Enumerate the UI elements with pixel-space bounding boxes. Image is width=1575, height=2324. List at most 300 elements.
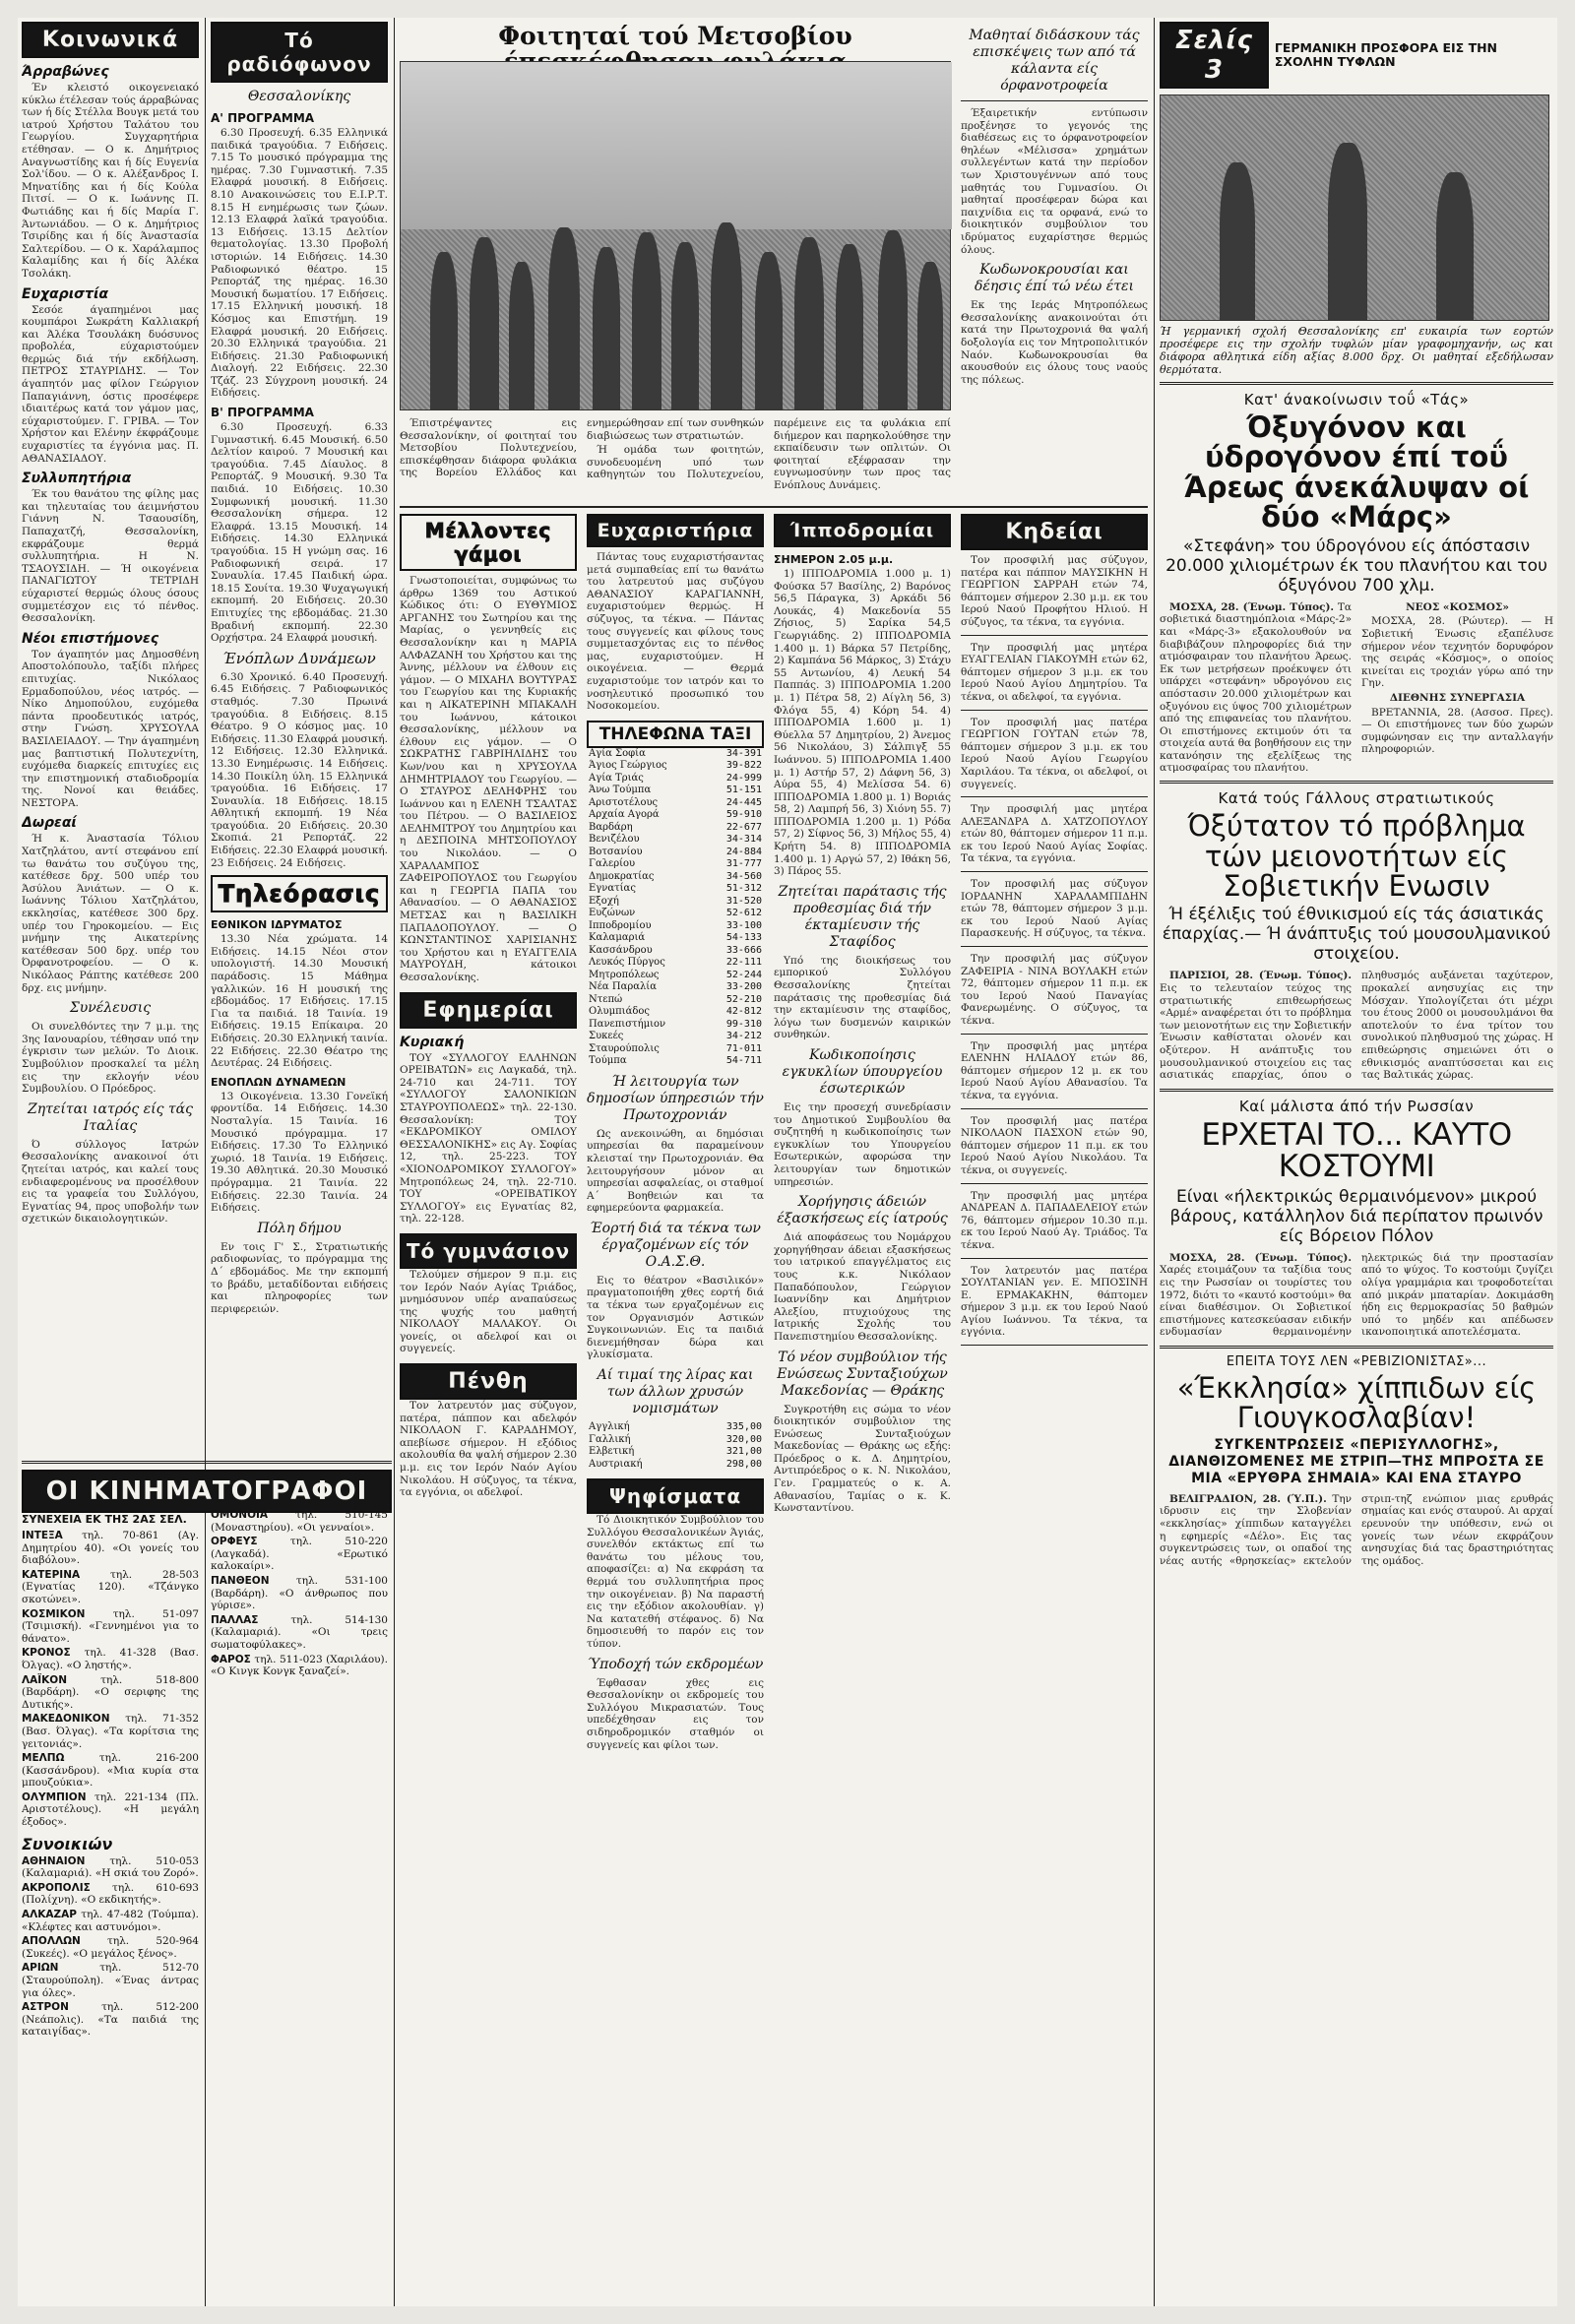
tv-polis-body: Εν τοις Γ' Σ., Στρατιωτικής ραδιοφωνίας, το πρόγραμμα της Δ΄ εβδομάδος. Με την εκπομπή το βράδυ, μεταδίδονται ειδήσεις και πληροφορίες των περιφερειών. bbox=[211, 1240, 388, 1315]
armed-forces-body: 6.30 Χρονικό. 6.40 Προσευχή. 6.45 Ειδήσεις. 7 Ραδιοφωνικός σταθμός. 7.30 Πρωινά τραγούδια. 8 Ειδήσεις. 8.15 Θέατρο. 9 Ο κόσμος μας. 10 Ειδήσεις. 11.30 Ελαφρά μουσική. 12 Ειδήσεις. 12.30 Ελληνικά. 13.30 Ενημέρωσις. 14 Ειδήσεις. 14.30 Ποικίλη ύλη. 15 Ελληνικά τραγούδια. 16 Ειδήσεις. 17 Συναυλία. 18 Ειδήσεις. 18.15 Αθλητική εκπομπή. 19 Νέα τραγούδια. 20 Ειδήσεις. 20.30 Σκοπιά. 21 Ρεπορτάζ. 22 Ειδήσεις. 22.30 Ελαφρά μουσική. 23 Ειδήσεις. 24 Ειδήσεις. bbox=[211, 670, 388, 869]
body-text: Έκ του θανάτου της φίλης μας και τηλευταίας του άειμνήστου Γιάννη Ν. Τσαουσίδη, Παπαχατζή, Θεσσαλονίκη, εκφράζουμε θερμά συλλυπητήρια. Η Ν. ΤΣΑΟΥΣΙΔΗ. — Ή οικογένεια ΠΑΝΑΓΙΩΤΟΥ ΤΕΤΡΙΔΗ εύχαριστεί θερμώς όλους όσους συμμετέσχον εις τό πένθος. Θεσσαλονίκη. bbox=[22, 488, 199, 625]
taxi-phone: 52-244 bbox=[725, 969, 762, 980]
divider bbox=[961, 710, 1148, 711]
taxi-row bbox=[587, 1006, 764, 1019]
cinema-entry-text: τηλ. 41-328 (Βασ. Όλγας). «Ο ληστής». bbox=[22, 1647, 199, 1671]
codification-headline: Κωδικοποίησις εγκυκλίων ύπουργείου έσωτερικών bbox=[782, 1047, 943, 1097]
suburb-cinema-entry bbox=[22, 1855, 199, 1880]
suburb-cinema-entry-name: ΑΘΗΝΑΙΟΝ bbox=[22, 1854, 86, 1867]
taxi-area: Ιπποδρομίου bbox=[589, 919, 652, 931]
person-figure bbox=[671, 242, 699, 409]
taxi-area: Αγία Τριάς bbox=[589, 772, 644, 784]
person-figure bbox=[1436, 172, 1474, 320]
person-figure bbox=[755, 252, 783, 409]
taxi-phone: 51-151 bbox=[725, 785, 762, 796]
body-text: Έν κλειστό οικογενειακό κύκλω έτέλεσαν τούς άρραβώνας των ή δίς Στέλλα Βουγκ μετά του ιατρού Χρήστου Ταλάτου του Γεωργίου. Συγχαρητήρια ετέθησαν. — Ο κ. Δημήτριος Αναγνωστίδης και ή δίς Ευγενία Σολ'ίδου. — Ο κ. Αλέξανδρος Ι. Μηνατίδης και ή δίς Κούλα Πιτσί. — Ο κ. Ιωάννης Π. Φωτιάδης και ή δίς Μαρία Γ. Άντωνιάδου. — Ο κ. Δημήτριος Τσιρίδης και ή δίς Άναστασία Σαλτερίδου. — Ο κ. Χαράλαμπος Καλαμίδης και ή δίς Άλέκα Τσολάκη. bbox=[22, 82, 199, 280]
divider bbox=[961, 635, 1148, 636]
coin-price: 320,00 bbox=[725, 1433, 762, 1445]
coin-price: 335,00 bbox=[725, 1421, 762, 1433]
section-header-resolutions: Ψηφίσματα bbox=[587, 1478, 764, 1514]
funeral-list bbox=[961, 554, 1148, 1346]
person-figure bbox=[1220, 162, 1255, 320]
cinema-entry bbox=[22, 1752, 199, 1790]
taxi-phone: 59-910 bbox=[725, 809, 762, 821]
subhead: Δωρεαί bbox=[22, 815, 77, 832]
tass-body-columns bbox=[1160, 601, 1553, 775]
person-figure bbox=[836, 244, 863, 409]
taxi-area: Ολυμπιάδος bbox=[589, 1006, 651, 1018]
funeral-notice: Τον προσφιλή μας σύζυγον ΙΟΡΔΑΝΗΝ ΧΑΡΑΛΑΜΠΙΔΗΝ ετών 78, θάπτομεν σήμερον 3 μ.μ. εκ του Ιερού Ναού Αγίας Παρασκευής. Η σύζυγος, τα τέκνα. bbox=[961, 878, 1148, 940]
taxi-row bbox=[587, 945, 764, 958]
suburb-cinema-entry-text: τηλ. 520-964 (Συκεές). «Ο μεγάλος ξένος». bbox=[22, 1935, 199, 1960]
cinema-entry bbox=[22, 1674, 199, 1712]
cinema-entry-name: ΠΑΛΛΑΣ bbox=[211, 1613, 259, 1626]
divider bbox=[961, 1108, 1148, 1109]
taxi-phone: 31-520 bbox=[725, 895, 762, 907]
top-headline: ΓΕΡΜΑΝΙΚΗ ΠΡΟΣΦΟΡΑ ΕΙΣ ΤΗΝ ΣΧΟΛΗΝ ΤΥΦΛΩΝ bbox=[1274, 40, 1498, 69]
bells-headline: Κωδωνοκρουσίαι και δέησις έπί τώ νέω έτει bbox=[974, 262, 1135, 295]
funeral-notice: Τον προσφιλή μας πατέρα ΓΕΩΡΓΙΟΝ ΓΟΥΤΑΝ ετών 78, θάπτομεν σήμερον 3 μ.μ. εκ του Ιερού Ναού Αγίου Γεωργίου Χαριλάου. Τα τέκνα, οι αδελφοί, οι συγγενείς. bbox=[961, 716, 1148, 790]
suburb-list bbox=[22, 1855, 199, 2039]
taxi-row bbox=[587, 920, 764, 933]
taxi-phone: 33-666 bbox=[725, 944, 762, 956]
taxi-area: Εγνατίας bbox=[589, 883, 636, 895]
person-figure bbox=[509, 262, 535, 409]
suburb-cinema-entry bbox=[22, 1962, 199, 1999]
cinema-entry-text: τηλ. 70-861 (Αγ. Δημητρίου 40). «Οι γονείς του διαβόλου». bbox=[22, 1530, 199, 1567]
taxi-row bbox=[587, 908, 764, 920]
cinema-entry bbox=[22, 1647, 199, 1671]
person-figure bbox=[632, 232, 662, 409]
cinema-entry-text: τηλ. 510-220 (Λαγκαδά). «Ερωτικό καλοκαίρι». bbox=[211, 1536, 388, 1573]
cinema-entry-text: τηλ. 71-352 (Βασ. Όλγας). «Τα κορίτσια της γειτονιάς». bbox=[22, 1713, 199, 1750]
subhead: Συλλυπητήρια bbox=[22, 471, 132, 487]
taxi-phone: 52-612 bbox=[725, 908, 762, 919]
resolutions-body: Τό Διοικητικόν Συμβούλιον του Συλλόγου Θεσσαλονικέων Άγιάς, συνελθόν εκτάκτως επί τω θανάτω του μέλους του, αποφασίζει: α) Να εκφράση τα θερμά του συλλυπητήρια προς την οικογένειαν. β) Να παραστή εις την εξόδιον ακολουθίαν. γ) Να κατατεθή στέφανος. δ) Να δημοσιευθή το παρόν εις τον τύπον. bbox=[587, 1514, 764, 1650]
pupils-body: Έξαιρετικήν εντύπωσιν προξένησε το γεγονός της διαθέσεως εις το όρφανοτροφείον θηλέων «Μέλισσα» χρημάτων συλλεγέντων κατά την περίοδον των Χριστουγέννων από τους μαθητάς του Γυμνασίου. Οι μαθηταί προσέφεραν δώρα και παιχνίδια εις τα ορφανά, ενώ το διοικητικόν συμβούλιον του ιδρύματος ευχαρίστησε θερμώς όλους. bbox=[961, 107, 1148, 256]
services-body: Ως ανεκοινώθη, αι δημόσιαι υπηρεσίαι θα παραμείνουν κλεισταί την Πρωτοχρονιάν. Θα λειτουργήσουν μόνον αι υπηρεσίαι ασφαλείας, οι σταθμοί Α΄ Βοηθειών και τα εφημερεύοντα φαρμακεία. bbox=[587, 1127, 764, 1215]
services-headline: Ή λειτουργία των δημοσίων ύπηρεσιών τήν Πρωτοχρονιάν bbox=[587, 1073, 764, 1123]
reception-body: Έφθασαν χθες εις Θεσσαλονίκην οι εκδρομείς του Συλλόγου Μικρασιατών. Τους υπεδέχθησαν εις τον σιδηροδρομικόν σταθμόν οι συγγενείς και φίλοι των. bbox=[587, 1676, 764, 1751]
suburb-cinema-entry bbox=[22, 1882, 199, 1907]
taxi-row bbox=[587, 748, 764, 761]
tv-polis-title: Πόλη δήμου bbox=[257, 1220, 342, 1236]
hippies-body: Την ιδρυσιν εις την Σλοβενίαν «εκκλησίας» χίππιδων καταγγέλει η εφημερίς «Δέλο». Εις τας συγκεντρώσεις των, οι οπαδοί της νέας αυτής «θρησκείας» εκτελούν στριπ-τηζ ενώπιον μιας ερυθράς σημαίας και ενός σταυρού. Αι αρχαί ερευνούν την υπόθεσιν, ενώ οι γονείς των νέων εκφράζουν ανησυχίας διά τας δραστηριότητας της ομάδος. bbox=[1160, 1492, 1553, 1567]
cinema-entry bbox=[22, 1713, 199, 1750]
funeral-notice: Τον προσφιλή μας πατέρα ΝΙΚΟΛΑΟΝ ΠΑΣΧΟΝ ετών 90, θάπτομεν σήμερον 11 π.μ. εκ του Ιερού Ναού Αγίου Νικολάου. Τα τέκνα, οι συγγενείς. bbox=[961, 1114, 1148, 1176]
licenses-body: Διά αποφάσεως του Νομάρχου χορηγήθησαν άδειαι εξασκήσεως του ιατρικού επαγγέλματος εις τους κ.κ. Νικόλαον Παπαδόπουλον, Γεώργιον Ιωαννίδην και Δημήτριον Αλεξίου, πτυχιούχους της Ιατρικής Σχολής του Πανεπιστημίου Θεσσαλονίκης. bbox=[774, 1231, 951, 1343]
taxi-area: Συκεές bbox=[589, 1031, 624, 1042]
hippies-dek: ΣΥΓΚΕΝΤΡΩΣΕΙΣ «ΠΕΡΙΣΥΛΛΟΓΗΣ», ΔΙΑΝΘΙΖΟΜΕΝΕΣ ΜΕ ΣΤΡΙΠ—ΤΗΣ ΜΠΡΟΣΤΑ ΣΕ ΜΙΑ «ΕΡΥΘΡΑ ΣΗΜΑΙΑ» ΚΑΙ ΕΝΑ ΣΤΑΥΡΟ bbox=[1168, 1436, 1544, 1486]
cinema-entry bbox=[211, 1614, 388, 1652]
weddings-body: Γνωστοποιείται, συμφώνως τω άρθρω 1369 του Αστικού Κώδικος ότι: Ο ΕΥΘΥΜΙΟΣ ΑΡΓΑΝΗΣ του Σωτηρίου και της Μαρίας, ο γεννηθείς εις Θεσσαλονίκην και η ΜΑΡΙΑ ΑΛΦΑΖΑΝΗ του Χρήστου και της Άννης, μέλλουν να έλθουν εις γάμον. — Ο ΜΙΧΑΗΛ ΒΟΥΤΥΡΑΣ του Γεωργίου και της Κυριακής και η ΑΙΚΑΤΕΡΙΝΗ ΜΠΑΚΑΛΗ του Ιωάννου, κάτοικοι Θεσσαλονίκης, μέλλουν να έλθουν εις γάμον. — Ο ΣΩΚΡΑΤΗΣ ΓΑΒΡΙΗΛΙΔΗΣ του Κων/νου και η ΧΡΥΣΟΥΛΑ ΔΗΜΗΤΡΙΑΔΟΥ του Γεωργίου. — Ο ΣΤΑΥΡΟΣ ΔΕΛΗΦΡΗΣ του Ιωάννου και η ΕΛΕΝΗ ΤΣΑΛΤΑΣ του Πέτρου. — Ο ΒΑΣΙΛΕΙΟΣ ΔΕΛΗΜΙΤΡΟΥ του Δημητρίου και η ΔΕΣΠΟΙΝΑ ΜΗΤΣΟΠΟΥΛΟΥ του Νικολάου. — Ο ΧΑΡΑΛΑΜΠΟΣ ΖΑΦΕΙΡΟΠΟΥΛΟΣ του Γεωργίου και η ΓΕΩΡΓΙΑ ΠΑΠΑ του Αθανασίου. — Ο ΑΘΑΝΑΣΙΟΣ ΜΕΤΣΑΣ και η ΒΑΣΙΛΙΚΗ ΠΑΠΑΔΟΠΟΥΛΟΥ. — Ο ΚΩΝΣΤΑΝΤΙΝΟΣ ΧΑΡΙΣΙΑΝΗΣ του Χρήστου και η ΕΥΑΓΓΕΛΙΑ ΜΑΥΡΟΥΔΗ, κάτοικοι Θεσσαλονίκης. bbox=[400, 575, 577, 983]
program-b-body: 6.30 Προσευχή. 6.33 Γυμναστική. 6.45 Μουσική. 6.50 Δελτίον καιρού. 7 Μουσική και τραγούδια. 7.45 Δίαυλος. 8 Ρεπορτάζ. 9 Μουσική. 9.30 Τα παιδιά. 10 Ειδήσεις. 10.30 Συμφωνική μουσική. 11.30 Θεσσαλονίκη σήμερα. 12 Ελαφρά. 13.15 Μουσική. 14 Ειδήσεις. 14.30 Ελληνικά τραγούδια. 15 Η γνώμη σας. 16 Ραδιοφωνική σειρά. 17 Συναυλία. 17.45 Παιδική ώρα. 18.15 Σουίτα. 19.30 Ψυχαγωγική εκπομπή. 20 Ειδήσεις. 20.30 Επιτυχίες της εβδομάδας. 21.30 Βραδινή εκπομπή. 22.30 Ορχήστρα. 24 Ελαφρά μουσική. bbox=[211, 421, 388, 645]
taxi-phone: 39-822 bbox=[725, 760, 762, 772]
body-text: Ή κ. Άναστασία Τόλιου Χατζηλάτου, αντί στεφάνου επί τω θανάτω του συζύγου της, κατέθεσε δρχ. 500 υπέρ του Άσύλου Άνιάτων. — Ο κ. Ιωάννης Τόλιου Χατζηλάτου, εκκλησίας, κατέθεσε 300 δρχ. υπέρ του Γηροκομείου. — Εις μνήμην της Αικατερίνης κατέθεσαν 500 δρχ. υπέρ του Όρφανοτροφείου. — Ο κ. Νικόλαος Ράπτης κατέθεσε 200 δρχ. εις μνήμην. bbox=[22, 833, 199, 994]
mourning-body: Τον λατρευτόν μας σύζυγον, πατέρα, πάππον και αδελφόν ΝΙΚΟΛΑΟΝ Γ. ΚΑΡΑΔΗΜΟΥ, απεβίωσε σήμερον. Η εξόδιος ακολουθία θα ψαλή σήμερον 2.30 μ.μ. εις τον Ιερόν Ναόν Αγίου Νικολάου. Η σύζυγος, τα τέκνα, τα εγγόνια, οι αδελφοί. bbox=[400, 1400, 577, 1499]
suit-dek: Είναι «ήλεκτρικώς θερμαινόμενον» μικρού βάρους, κατάλληλον διά περίπατον πρωινόν είς Βόρειον Πόλον bbox=[1169, 1186, 1544, 1246]
tass-kicker: Κατ' άνακοίνωσιν τοΰ «Τάς» bbox=[1243, 391, 1470, 408]
suburb-cinema-entry-text: τηλ. 47-482 (Τούμπα). «Κλέφτες και αστυνόμοι». bbox=[22, 1909, 199, 1933]
taxi-area: Πανεπιστήμιον bbox=[589, 1018, 666, 1030]
duty-day: Κυριακή bbox=[400, 1034, 465, 1050]
taxi-area: Ντεπώ bbox=[589, 993, 623, 1005]
subhead: Νέοι επιστήμονες bbox=[22, 630, 159, 647]
taxi-area: Αγία Σοφία bbox=[589, 747, 646, 759]
thanks-body: Πάντας τους ευχαριστήσαντας μετά συμπαθείας επί τω θανάτω του λατρευτού μας συζύγου ΑΘΑΝΑΣΙΟΥ ΚΑΡΑΓΙΑΝΝΗ, ευχαριστούμεν θερμώς. Η σύζυγος, τα τέκνα. — Πάντας τους συγγενείς και φίλους τους συμμετασχόντας εις το πένθος μας, ευχαριστούμεν. Η οικογένεια. — Θερμά ευχαριστούμε τον ιατρόν και το νοσηλευτικό προσωπικό του Νοσοκομείου. bbox=[587, 551, 764, 713]
tv-yened-body: 13 Οικογένεια. 13.30 Γονεϊκή φροντίδα. 14 Ειδήσεις. 14.30 Νοσταλγία. 15 Ταινία. 16 Μουσικό πρόγραμμα. 17 Ειδήσεις. 17.30 Το Ελληνικό χωριό. 18 Ταινία. 19 Ειδήσεις. 19.30 Αθλητικά. 20.30 Μουσικό πρόγραμμα. 21 Ταινία. 22 Ειδήσεις. 22.30 Ταινία. 24 Ειδήσεις. bbox=[211, 1090, 388, 1215]
taxi-phone: 34-560 bbox=[725, 870, 762, 882]
hippies-dateline: ΒΕΛΙΓΡΑΔΙΟΝ, 28. (Ύ.Π.). bbox=[1169, 1492, 1327, 1505]
suit-body-columns bbox=[1160, 1252, 1553, 1340]
bells-body: Εκ της Ιεράς Μητροπόλεως Θεσσαλονίκης ανακοινούται ότι κατά την Πρωτοχρονιά θα ψαλή δοξολογία εις τον Μητροπολιτικόν Ναόν. Κωδωνοκρουσίαι θα ακουσθούν εις όλους τους ναούς της πόλεως. bbox=[961, 299, 1148, 386]
taxi-area: Κασσάνδρου bbox=[589, 944, 653, 956]
taxi-phone: 54-711 bbox=[725, 1055, 762, 1067]
cinema-entry-text: τηλ. 518-800 (Βαρδάρη). «Ο σεριφης της Δυτικής». bbox=[22, 1673, 199, 1711]
school-caption: Ή γερμανική σχολή Θεσσαλονίκης επ' ευκαιρία των εορτών προσέφερε εις την σχολήν τυφλών μίαν γραφομηχανήν, ως και διάφορα αθλητικά είδη αξίας 8.000 δρχ. Οι μαθηταί εξεδήλωσαν θερμότατα. bbox=[1160, 325, 1553, 376]
section-header-funerals: Κηδείαι bbox=[961, 514, 1148, 550]
section-header-mourning: Πένθη bbox=[400, 1363, 577, 1400]
subhead: Ζητείται ιατρός είς τάς Ιταλίας bbox=[28, 1100, 193, 1134]
taxi-area: Εξοχή bbox=[589, 895, 619, 907]
tass-sub-body: ΜΟΣΧΑ, 28. (Ρώυτερ). — Η Σοβιετική Ένωσις εξαπέλυσε σήμερον νέον τεχνητόν δορυφόρον της σειράς «Κόσμος», ο οποίος κινείται εις τροχιάν γύρω από την Γην. bbox=[1361, 615, 1553, 690]
subhead: Ευχαριστία bbox=[22, 285, 109, 302]
cinema-entry-text: τηλ. 216-200 (Κασσάνδρου). «Μια κυρία στα μπουζούκια». bbox=[22, 1752, 199, 1790]
program-a-body: 6.30 Προσευχή. 6.35 Ελληνικά παιδικά τραγούδια. 7 Ειδήσεις. 7.15 Το μουσικό πρόγραμμα της ημέρας. 7.30 Γυμναστική. 7.35 Ελαφρά μουσική. 8 Ειδήσεις. 8.10 Ανακοινώσεις του Ε.Ι.Ρ.Τ. 8.15 Η ενημέρωσις των ζώων. 12.13 Ελαφρά λαϊκά τραγούδια. 13 Ειδήσεις. 13.15 Δελτίον θεματολογίας. 13.30 Προβολή ιστοριών. 14 Ειδήσεις. 14.30 Ραδιοφωνικό θέατρο. 15 Ρεπορτάζ της ημέρας. 16.30 Μουσική δωματίου. 17 Ειδήσεις. 17.15 Ελληνική μουσική. 18 Κόσμος και Επιστήμη. 19 Ελαφρά μουσική. 20 Ειδήσεις. 20.30 Ελληνικά τραγούδια. 21 Ειδήσεις. 21.30 Ραδιοφωνική Διαλογή. 22 Ειδήσεις. 22.30 Τζάζ. 23 Σύγχρονη μουσική. 24 Ειδήσεις. bbox=[211, 127, 388, 400]
tass-dek: «Στεφάνη» του ύδρογόνου είς άπόστασιν 20.000 χιλιομέτρων έκ του πλανήτου και του όξυγόνου 700 χλμ. bbox=[1166, 535, 1547, 596]
section-header-thanks: Ευχαριστήρια bbox=[587, 514, 764, 547]
cinema-entry bbox=[211, 1654, 388, 1678]
taxi-row bbox=[587, 883, 764, 896]
coin-name: Γαλλική bbox=[589, 1433, 631, 1445]
taxi-phone: 33-100 bbox=[725, 919, 762, 931]
taxi-phone: 22-677 bbox=[725, 821, 762, 833]
suburb-cinema-entry-name: ΑΚΡΟΠΟΛΙΣ bbox=[22, 1881, 91, 1894]
tass-subhead: ΝΕΟΣ «ΚΟΣΜΟΣ» bbox=[1406, 600, 1509, 613]
coin-name: Αγγλική bbox=[589, 1421, 630, 1433]
person-figure bbox=[470, 237, 499, 409]
funeral-notice: Την προσφιλή μας μητέρα ΕΥΑΓΓΕΛΙΑΝ ΓΙΑΚΟΥΜΗ ετών 62, θάπτομεν σήμερον 3 μ.μ. εκ του Ιερού Ναού Αγίου Δημητρίου. Τα τέκνα, οι αδελφοί, τα εγγόνια. bbox=[961, 641, 1148, 703]
funeral-notice: Την προσφιλή μας μητέρα ΑΛΕΞΑΝΔΡΑ Δ. ΧΑΤΖΟΠΟΥΛΟΥ ετών 80, θάπτομεν σήμερον 11 π.μ. εκ του Ιερού Ναού Αγίας Σοφίας. Τα τέκνα, τα εγγόνια. bbox=[961, 803, 1148, 865]
coin-price: 298,00 bbox=[725, 1458, 762, 1470]
cinema-entry-name: ΚΑΤΕΡΙΝΑ bbox=[22, 1568, 81, 1581]
taxi-phone: 33-200 bbox=[725, 981, 762, 993]
suburb-cinema-entry-text: τηλ. 510-053 (Καλαμαριά). «Η σκιά του Ζορό». bbox=[22, 1854, 199, 1880]
pupils-article bbox=[961, 22, 1148, 504]
section-header-tv: Τηλεόρασις bbox=[211, 875, 388, 912]
taxi-row bbox=[587, 1055, 764, 1068]
suburb-cinema-entry bbox=[22, 1935, 199, 1960]
council-body: Συγκροτήθη εις σώμα το νέον διοικητικόν συμβούλιον της Ενώσεως Συνταξιούχων Μακεδονίας — Θράκης ως εξής: Πρόεδρος ο κ. Δ. Δημητρίου, Αντιπρόεδρος ο κ. Ν. Νικολάου, Γεν. Γραμματεύς ο κ. Α. Αθανασίου, Ταμίας ο κ. Κ. Κωνσταντίνου. bbox=[774, 1403, 951, 1515]
codification-body: Εις την προσεχή συνεδρίασιν του Δημοτικού Συμβουλίου θα συζητηθή η κωδικοποίησις των εγκυκλίων του Υπουργείου Εσωτερικών, αφορώσα την λειτουργίαν των δημοτικών υπηρεσιών. bbox=[774, 1101, 951, 1188]
gym-body: Τελούμεν σήμερον 9 π.μ. εις τον Ιερόν Ναόν Αγίας Τριάδος, μνημόσυνον υπέρ αναπαύσεως της ψυχής του μαθητή ΝΙΚΟΛΑΟΥ ΜΑΛΑΚΟΥ. Οι γονείς, οι αδελφοί και οι συγγενείς. bbox=[400, 1268, 577, 1355]
taxi-area: Αρχαία Αγορά bbox=[589, 809, 660, 821]
cinema-entry-name: ΚΟΣΜΙΚΟΝ bbox=[22, 1607, 86, 1620]
taxi-phone: 31-777 bbox=[725, 858, 762, 870]
divider bbox=[961, 1183, 1148, 1184]
cinema-entry bbox=[211, 1536, 388, 1573]
coins-headline: Αί τιμαί της λίρας και των άλλων χρυσών νομισμάτων bbox=[597, 1367, 754, 1417]
group-photo bbox=[400, 61, 951, 410]
suburb-cinema-entry-name: ΑΡΙΩΝ bbox=[22, 1962, 59, 1975]
races-body: 1) ΙΠΠΟΔΡΟΜΙΑ 1.000 μ. 1) Φούσκα 57 Βασίλης, 2) Βαρόνος 56,5 Πάραγκα, 3) Αρκάδι 56 Λουκάς, 4) Μακεδονία 55 Ζήσιος, 5) Σαρίκα 54,5 Γεωργιάδης. 2) ΙΠΠΟΔΡΟΜΙΑ 1.400 μ. 1) Βάρκα 57 Πετρίδης, 2) Καμπάνα 56 Μάρκος, 3) Στάχυ 55 Αντωνίου, 4) Λευκή 54 Παππάς. 3) ΙΠΠΟΔΡΟΜΙΑ 1.200 μ. 1) Πέτρα 58, 2) Αίγλη 56, 3) Φλόγα 55, 4) Κόρη 54. 4) ΙΠΠΟΔΡΟΜΙΑ 1.600 μ. 1) Θύελλα 57 Δημητρίου, 2) Άνεμος 56 Νικολάου, 3) Σάλπιγξ 55 Ιωάννου. 5) ΙΠΠΟΔΡΟΜΙΑ 1.400 μ. 1) Αστήρ 57, 2) Δάφνη 56, 3) Αύρα 55, 4) Μελίσσα 54. 6) ΙΠΠΟΔΡΟΜΙΑ 1.800 μ. 1) Βοριάς 58, 2) Λαμπρή 56, 3) Χιόνη 55. 7) ΙΠΠΟΔΡΟΜΙΑ 1.200 μ. 1) Ρόδα 57, 2) Σίφνος 56, 3) Μήλος 55, 4) Κρήτη 54. 8) ΙΠΠΟΔΡΟΜΙΑ 1.400 μ. 1) Αργώ 57, 2) Ιθάκη 56, 3) Πάρος 55. bbox=[774, 568, 951, 878]
person-figure bbox=[1328, 143, 1367, 320]
taxi-row bbox=[587, 809, 764, 822]
cinema-entry bbox=[22, 1530, 199, 1567]
person-figure bbox=[711, 222, 742, 409]
person-figure bbox=[593, 247, 620, 409]
armed-forces-title: Ένόπλων Δυνάμεων bbox=[222, 649, 376, 667]
funeral-notice: Τον προσφιλή μας σύζυγον, πατέρα και πάππον ΜΑΥΣΙΚΗΝ Η ΓΕΩΡΓΙΟΝ ΣΑΡΡΑΗ ετών 74, θάπτομεν σήμερον 2.30 μ.μ. εκ του Ιερού Ναού Προφήτου Ηλιού. Η σύζυγος, τα τέκνα, τα εγγόνια. bbox=[961, 554, 1148, 628]
tass-dateline: ΜΟΣΧΑ, 28. (Ένωμ. Τύπος). bbox=[1169, 600, 1335, 613]
caption-text: Έπιστρέψαντες εις Θεσσαλονίκην, οί φοιτηταί του Μετσοβίου Πολυτεχνείου, επισκέφθησαν διάφορα φυλάκια της Βορείου Ελλάδος και ενημερώθησαν επί των συνθηκών διαβιώσεως των στρατιωτών. bbox=[400, 417, 764, 479]
taxi-phone: 34-314 bbox=[725, 834, 762, 846]
cinema-list bbox=[22, 1530, 199, 1829]
school-photo bbox=[1160, 94, 1549, 321]
pupils-headline: Μαθηταί διδάσκουν τάς επισκέψεις των από τά κάλαντα είς όρφανοτροφεία bbox=[969, 28, 1140, 94]
taxi-phone: 54-133 bbox=[725, 932, 762, 944]
suburb-cinema-entry bbox=[22, 1909, 199, 1933]
taxi-row bbox=[587, 1031, 764, 1043]
reception-headline: Ύποδοχή τών εκδρομέων bbox=[587, 1656, 764, 1672]
social-sections bbox=[22, 64, 199, 1225]
taxi-area: Αριστοτέλους bbox=[589, 796, 659, 808]
person-figure bbox=[548, 227, 580, 409]
taxi-row bbox=[587, 773, 764, 785]
main-headline: Φοιτηταί τού Μετσοβίου bbox=[400, 18, 951, 82]
divider bbox=[1160, 1346, 1553, 1349]
suburb-cinema-entry-text: τηλ. 512-200 (Νεάπολις). «Τα παιδιά της καταιγίδας». bbox=[22, 2001, 199, 2039]
center-spread bbox=[400, 18, 1148, 2306]
suburb-cinema-entry bbox=[22, 2001, 199, 2039]
minorities-body: Εις το τελευταίον τεύχος της στρατιωτικής επιθεωρήσεως «Αρμέ» αναφέρεται ότι το πρόβλημα των μειονοτήτων εις την Σοβιετικήν Ένωσιν καθίσταται ολονέν και οξύτερον. Η ανάπτυξις του μουσουλμανικού στοιχείου εις τας ασιατικάς επαρχίας, όπου ο πληθυσμός αυξάνεται ταχύτερον, προκαλεί ανησυχίας εις την Μόσχαν. Υπολογίζεται ότι μέχρι του έτους 2000 οι μουσουλμάνοι θα αποτελούν το ένα τρίτον του συνολικού πληθυσμού της χώρας. Η επιθεώρησις σημειώνει ότι ο εθνικισμός αναπτύσσεται και εις τας Βαλτικάς χώρας. bbox=[1160, 970, 1553, 1082]
hippies-body-columns bbox=[1160, 1493, 1553, 1569]
suburbs-subhead: Συνοικιών bbox=[22, 1834, 113, 1853]
celebration-body: Εις το θέατρον «Βασιλικόν» πραγματοποιήθη χθες εορτή διά τα τέκνα των εργαζομένων εις τον Οργανισμόν Αστικών Συγκοινωνιών. Εις τα παιδιά διενεμήθησαν δώρα και γλυκίσματα. bbox=[587, 1274, 764, 1361]
column-radio bbox=[211, 18, 388, 1445]
suit-kicker: Καί μάλιστα άπό τήν Ρωσσίαν bbox=[1238, 1097, 1475, 1115]
section-header-radio: Τό ραδιόφωνον bbox=[211, 22, 388, 83]
column-funerals bbox=[961, 514, 1148, 2305]
suit-headline: ΕΡΧΕΤΑΙ ΤΟ... ΚΑΥΤΟ ΚΟΣΤΟΥΜΙ bbox=[1201, 1116, 1512, 1185]
taxi-row bbox=[587, 822, 764, 835]
section-header-cinemas: ΟΙ ΚΙΝΗΜΑΤΟΓΡΑΦΟΙ bbox=[22, 1470, 392, 1513]
cinema-list bbox=[211, 1509, 388, 1678]
cinema-entry-text: τηλ. 221-134 (Πλ. Αριστοτέλους). «Η μεγάλη έξοδος». bbox=[22, 1790, 199, 1829]
taxi-phone: 22-111 bbox=[725, 957, 762, 969]
taxi-row bbox=[587, 981, 764, 994]
cinema-entry bbox=[22, 1608, 199, 1646]
coin-row bbox=[587, 1446, 764, 1459]
raisin-headline: Ζητείται παράτασις τής προθεσμίας διά τήν έκταμίευσιν τής Σταφίδος bbox=[778, 883, 947, 950]
taxi-row bbox=[587, 847, 764, 859]
cinema-entry-text: τηλ. 510-145 (Μοναστηρίου). «Οι γενναίοι». bbox=[211, 1509, 388, 1534]
photo-sky bbox=[401, 62, 952, 229]
taxi-area: Βοτσανίου bbox=[589, 846, 643, 857]
hippies-headline: «Έκκλησία» χίππιδων είς Γιουγκοσλαβίαν! bbox=[1176, 1370, 1537, 1435]
taxi-phone: 51-312 bbox=[725, 883, 762, 895]
taxi-row bbox=[587, 1019, 764, 1032]
taxi-phone: 42-812 bbox=[725, 1006, 762, 1018]
coin-name: Ελβετική bbox=[589, 1446, 635, 1458]
races-date: ΣΗΜΕΡΟΝ 2.05 μ.μ. bbox=[774, 553, 894, 566]
cinema-entry-text: τηλ. 531-100 (Βαρδάρη). «Ο άνθρωπος που γύρισε». bbox=[211, 1574, 388, 1612]
funeral-notice: Την προσφιλή μας μητέρα ΕΛΕΝΗΝ ΗΛΙΑΔΟΥ ετών 86, θάπτομεν σήμερον 12 μ. εκ του Ιερού Ναού Αγίου Αθανασίου. Τα τέκνα, τα εγγόνια. bbox=[961, 1039, 1148, 1101]
tv-yened-title: ΕΝΟΠΛΩΝ ΔΥΝΑΜΕΩΝ bbox=[211, 1075, 346, 1089]
duty-body: ΤΟΥ «ΣΥΛΛΟΓΟΥ ΕΛΛΗΝΩΝ ΟΡΕΙΒΑΤΩΝ» εις Λαγκαδά, τηλ. 24-710 και 24-711. ΤΟΥ «ΣΥΛΛΟΓΟΥ ΣΑΛΟΝΙΚΙΩΝ ΣΤΑΥΡΟΥΠΟΛΕΩΣ» τηλ. 22-130. Θεσσαλονίκη: ΤΟΥ «ΕΚΔΡΟΜΙΚΟΥ ΟΜΙΛΟΥ ΘΕΣΣΑΛΟΝΙΚΗΣ» εις Αγ. Σοφίας 12, τηλ. 25-223. ΤΟΥ «ΧΙΟΝΟΔΡΟΜΙΚΟΥ ΣΥΛΛΟΓΟΥ» Μητροπόλεως 24, τηλ. 22-710. ΤΟΥ «ΟΡΕΙΒΑΤΙΚΟΥ ΣΥΛΛΟΓΟΥ» εις Εγνατίας 82, τηλ. 22-128. bbox=[400, 1051, 577, 1225]
cinema-entry bbox=[211, 1509, 388, 1534]
cinema-entry-text: τηλ. 514-130 (Καλαμαριά). «Οι τρεις σωματοφύλακες». bbox=[211, 1613, 388, 1651]
divider bbox=[961, 1258, 1148, 1259]
suburb-cinema-entry-name: ΑΣΤΡΟΝ bbox=[22, 2001, 69, 2014]
minorities-headline: Όξύτατον τό πρόβλημα τών μειονοτήτων είς Σοβιετικήν Ενωσιν bbox=[1187, 809, 1526, 903]
taxi-phone: 71-011 bbox=[725, 1042, 762, 1054]
tv-eit-body: 13.30 Νέα χρώματα. 14 Ειδήσεις. 14.15 Νέοι στον υπολογιστή. 14.30 Μουσική παράδοσις. 15 Μάθημα γαλλικών. 16 Η μουσική της εβδομάδος. 17 Ειδήσεις. 17.15 Για τα παιδιά. 18 Ταινία. 19 Ειδήσεις. 19.15 Επίκαιρα. 20 Ειδήσεις. 20.30 Ελληνική ταινία. 22 Ειδήσεις. 22.30 Θέατρο της Δευτέρας. 24 Ειδήσεις. bbox=[211, 933, 388, 1070]
taxi-area: Τούμπα bbox=[589, 1055, 627, 1067]
cinema-entry-name: ΠΑΝΘΕΟΝ bbox=[211, 1574, 270, 1587]
minorities-dateline: ΠΑΡΙΣΙΟΙ, 28. (Ένωμ. Τύπος). bbox=[1169, 970, 1352, 982]
divider bbox=[400, 506, 1148, 508]
divider bbox=[1160, 1089, 1553, 1092]
region-subhead: Θεσσαλονίκης bbox=[247, 89, 351, 104]
taxi-area: Βαρδάρη bbox=[589, 821, 633, 833]
taxi-row bbox=[587, 797, 764, 810]
tass-subhead-2: ΔΙΕΘΝΗΣ ΣΥΝΕΡΓΑΣΙΑ bbox=[1389, 691, 1526, 704]
tv-eit-title: ΕΘΝΙΚΟΝ ΙΔΡΥΜΑΤΟΣ bbox=[211, 918, 343, 932]
taxi-row bbox=[587, 932, 764, 945]
taxi-phone: 34-391 bbox=[725, 747, 762, 759]
divider bbox=[961, 946, 1148, 947]
taxi-area: Νέα Παραλία bbox=[589, 981, 657, 993]
cinema-listings bbox=[22, 1509, 199, 2306]
taxi-phone: 24-884 bbox=[725, 846, 762, 857]
taxi-area: Ευζώνων bbox=[589, 908, 636, 919]
taxi-phone: 24-999 bbox=[725, 772, 762, 784]
section-header-gym: Τό γυμνάσιον bbox=[400, 1233, 577, 1269]
column-weddings bbox=[400, 514, 577, 2305]
body-text: Ό σύλλογος Ιατρών Θεσσαλονίκης ανακοινοί ότι ζητείται ιατρός, και καλεί τους ενδιαφερομένους να προσέλθουν εις τα γραφεία του Συλλόγου, Εγνατίας 94, προς υποβολήν των σχετικών δικαιολογητικών. bbox=[22, 1138, 199, 1225]
column-rule bbox=[394, 18, 395, 2306]
taxi-phone: 99-310 bbox=[725, 1018, 762, 1030]
suburb-cinema-entry-text: τηλ. 610-693 (Πολίχνη). «Ο εκδικητής». bbox=[22, 1881, 199, 1907]
cinema-entry-text: τηλ. 28-503 (Εγνατίας 120). «Τζάνγκο σκοτώνει». bbox=[22, 1568, 199, 1605]
divider bbox=[961, 1034, 1148, 1035]
body-text: Οι συνελθόντες την 7 μ.μ. της 3ης Ιανουαρίου, τέθησαν υπό την έγκρισιν των μελών. Το Διοικ. Συμβούλιον προσκαλεί τα μέλη εις την εκλογήν νέου Συμβουλίου. Ο Πρόεδρος. bbox=[22, 1021, 199, 1096]
cinema-listings-2 bbox=[211, 1509, 388, 2306]
cinema-entry bbox=[22, 1569, 199, 1606]
cinema-subhead: ΣΥΝΕΧΕΙΑ ΕΚ ΤΗΣ 2ΑΣ ΣΕΛ. bbox=[22, 1513, 187, 1526]
tass-body: Τα σοβιετικά διαστημόπλοια «Μάρς-2» και «Μάρς-3» εξακολουθούν να διαβιβάζουν πληροφορίες διά την ατμόσφαιραν του πλανήτου Άρεως. Εκ των μετρήσεων προέκυψεν ότι υπάρχει «στεφάνη» υδρογόνου εις απόστασιν 20.000 χιλιομέτρων και οξυγόνου εις ύψος 700 χιλιομέτρων από της επιφανείας του πλανήτου. Οι επιστήμονες εκτιμούν ότι τα στοιχεία αυτά θα βοηθήσουν εις την κατανόησιν της εξελίξεως της ατμοσφαίρας του πλανήτου. bbox=[1160, 600, 1352, 775]
funeral-notice: Τον λατρευτόν μας πατέρα ΣΟΥΛΤΑΝΙΑΝ γεν. Ε. ΜΠΟΣΙΝΗ Ε. ΕΡΜΑΚΑΚΗΝ, θάπτομεν σήμερον 3 μ.μ. εκ του Ιερού Ναού Αγίου Ιωάννου. Τα τέκνα, τα εγγόνια. bbox=[961, 1264, 1148, 1339]
raisin-body: Υπό της διοικήσεως του εμπορικού Συλλόγου Θεσσαλονίκης ζητείται παράτασις της προθεσμίας διά την εκταμίευσιν της σταφίδος, λόγω των δυσμενών καιρικών συνθηκών. bbox=[774, 954, 951, 1041]
celebration-headline: Έορτή διά τα τέκνα των έργαζομένων είς τόν Ο.Α.Σ.Θ. bbox=[590, 1220, 761, 1270]
column-rule bbox=[1154, 18, 1155, 2306]
cinema-entry-name: ΙΝΤΕΞΑ bbox=[22, 1530, 63, 1541]
divider bbox=[961, 796, 1148, 797]
divider bbox=[961, 1345, 1148, 1346]
taxi-area: Μητροπόλεως bbox=[589, 969, 660, 980]
taxi-row bbox=[587, 760, 764, 773]
taxi-row bbox=[587, 1043, 764, 1056]
divider bbox=[1160, 382, 1553, 385]
subhead: Άρραβώνες bbox=[22, 64, 109, 80]
taxi-area: Άγιος Γεώργιος bbox=[589, 760, 667, 772]
divider bbox=[22, 1461, 392, 1464]
taxi-row bbox=[587, 871, 764, 884]
taxi-area: Καλαμαριά bbox=[589, 932, 646, 944]
divider bbox=[961, 871, 1148, 872]
section-header-races: Ίπποδρομίαι bbox=[774, 514, 951, 547]
taxi-phone: 24-445 bbox=[725, 796, 762, 808]
suit-dateline: ΜΟΣΧΑ, 28. (Ένωμ. Τύπος). bbox=[1169, 1251, 1352, 1264]
taxi-area: Γαλερίου bbox=[589, 858, 636, 870]
taxi-area: Δημοκρατίας bbox=[589, 870, 655, 882]
taxi-row bbox=[587, 858, 764, 871]
hippies-kicker: ΕΠΕΙΤΑ ΤΟΥΣ ΛΕΝ «ΡΕΒΙΖΙΟΝΙΣΤΑΣ»... bbox=[1226, 1353, 1487, 1369]
taxi-phone: 34-212 bbox=[725, 1031, 762, 1042]
person-figure bbox=[917, 262, 943, 409]
body-text: Σεσόε άγαπημένοι μας κουμπάροι Σωκράτη Καλλιακρή και Άλέκα Τσουλάκη δυόσυνος προβολέα, εύχαριστούμεν θερμώς διά τήν εκδήλωση. ΠΕΤΡΟΣ ΣΤΑΥΡΙΔΗΣ. — Τον άγαπητόν μας φίλον Γεώργιον Παπαγιάννη, όστις προσέφερε ιδιαιτέρως κατά τον γάμον μας, εύχαριστούμεν. Γ. ΓΡΙΒΑ. — Τον Χρήστον και Ελένην έκφράζουμε ευχαριστίες τα έγγόνια μας. Π. ΑΘΑΝΑΣΙΑΔΟΥ. bbox=[22, 303, 199, 465]
program-b-title: Β' ΠΡΟΓΡΑΜΜΑ bbox=[211, 406, 314, 420]
coins-table bbox=[587, 1421, 764, 1471]
coin-name: Αυστριακή bbox=[589, 1458, 643, 1470]
funeral-notice: Την προσφιλή μας σύζυγον ΖΑΦΕΙΡΙΑ - ΝΙΝΑ ΒΟΥΛΑΚΗ ετών 72, θάπτομεν σήμερον 11 π.μ. εκ του Ιερού Ναού Παναγίας Φανερωμένης. Ο σύζυγος, τα τέκνα. bbox=[961, 953, 1148, 1027]
taxi-phone: 52-210 bbox=[725, 993, 762, 1005]
cinema-entry-name: ΚΡΟΝΟΣ bbox=[22, 1647, 71, 1660]
page-label: Σελίς 3 bbox=[1160, 22, 1269, 89]
cinema-entry-name: ΛΑΪΚΟΝ bbox=[22, 1673, 68, 1686]
cinema-entry-text: τηλ. 51-097 (Τσιμισκή). «Γεννημένοι για το θάνατο». bbox=[22, 1607, 199, 1645]
taxi-area: Άνω Τούμπα bbox=[589, 785, 652, 796]
newspaper-page bbox=[18, 18, 1557, 2306]
minorities-kicker: Κατά τούς Γάλλους στρατιωτικούς bbox=[1218, 789, 1495, 808]
photo-caption bbox=[400, 417, 951, 504]
person-figure bbox=[878, 230, 908, 409]
cinema-entry bbox=[22, 1791, 199, 1829]
coin-row bbox=[587, 1434, 764, 1447]
section-header-social: Κοινωνικά bbox=[22, 22, 199, 58]
coin-row bbox=[587, 1459, 764, 1472]
suburb-cinema-entry-name: ΑΛΚΑΖΑΡ bbox=[22, 1909, 77, 1921]
divider bbox=[1160, 781, 1553, 784]
taxi-row bbox=[587, 785, 764, 797]
minorities-body-columns bbox=[1160, 970, 1553, 1082]
divider bbox=[961, 100, 1148, 101]
taxi-row bbox=[587, 957, 764, 970]
taxi-row bbox=[587, 834, 764, 847]
cinema-entry-name: ΟΡΦΕΥΣ bbox=[211, 1536, 258, 1548]
cinema-entry-name: ΟΜΟΝΟΙΑ bbox=[211, 1509, 269, 1521]
cinema-entry-name: ΜΑΚΕΔΟΝΙΚΟΝ bbox=[22, 1713, 110, 1726]
taxi-area: Σταυρούπολις bbox=[589, 1042, 660, 1054]
person-figure bbox=[430, 252, 458, 409]
page-label-row bbox=[1160, 22, 1553, 89]
cinema-entry-text: τηλ. 511-023 (Χαριλάου). «Ο Κινγκ Κονγκ ξαναζεί». bbox=[211, 1653, 388, 1678]
taxi-row bbox=[587, 896, 764, 909]
section-header-weddings: Μέλλοντες γάμοι bbox=[400, 514, 577, 571]
minorities-dek: Ή έξέλιξις τού έθνικισμού είς τάς άσιατικάς έπαρχίας.— Ή άνάπτυξις τού μουσουλμανικού στοιχείου. bbox=[1162, 905, 1551, 965]
cinema-entry-name: ΦΑΡΟΣ bbox=[211, 1653, 251, 1665]
subhead: Συνέλευσις bbox=[69, 1000, 152, 1017]
taxi-header: ΤΗΛΕΦΩΝΑ ΤΑΞΙ bbox=[587, 721, 764, 748]
tass-sub-body-2: ΒΡΕΤΑΝΝΙΑ, 28. (Ασσοσ. Πρες). — Οι επιστήμονες των δύο χωρών συμφώνησαν εις την ανταλλαγήν πληροφοριών. bbox=[1361, 706, 1553, 756]
coin-price: 321,00 bbox=[725, 1446, 762, 1458]
caption-text: Ή ομάδα των φοιτητών, συνοδευομένη υπό των καθηγητών του Πολυτεχνείου, παρέμεινε εις τα φυλάκια επί διήμερον και παρηκολούθησε την εκπαίδευσιν των οπλιτών. Οι φοιτηταί εξέφρασαν την ευγνωμοσύνην των προς τας Ενόπλους Δυνάμεις. bbox=[587, 417, 951, 491]
column-thanks bbox=[587, 514, 764, 2305]
program-a-title: Α' ΠΡΟΓΡΑΜΜΑ bbox=[211, 111, 315, 125]
coin-row bbox=[587, 1421, 764, 1434]
suburb-cinema-entry-text: τηλ. 512-70 (Σταυρούπολη). «Ένας άντρας για όλες». bbox=[22, 1962, 199, 1999]
